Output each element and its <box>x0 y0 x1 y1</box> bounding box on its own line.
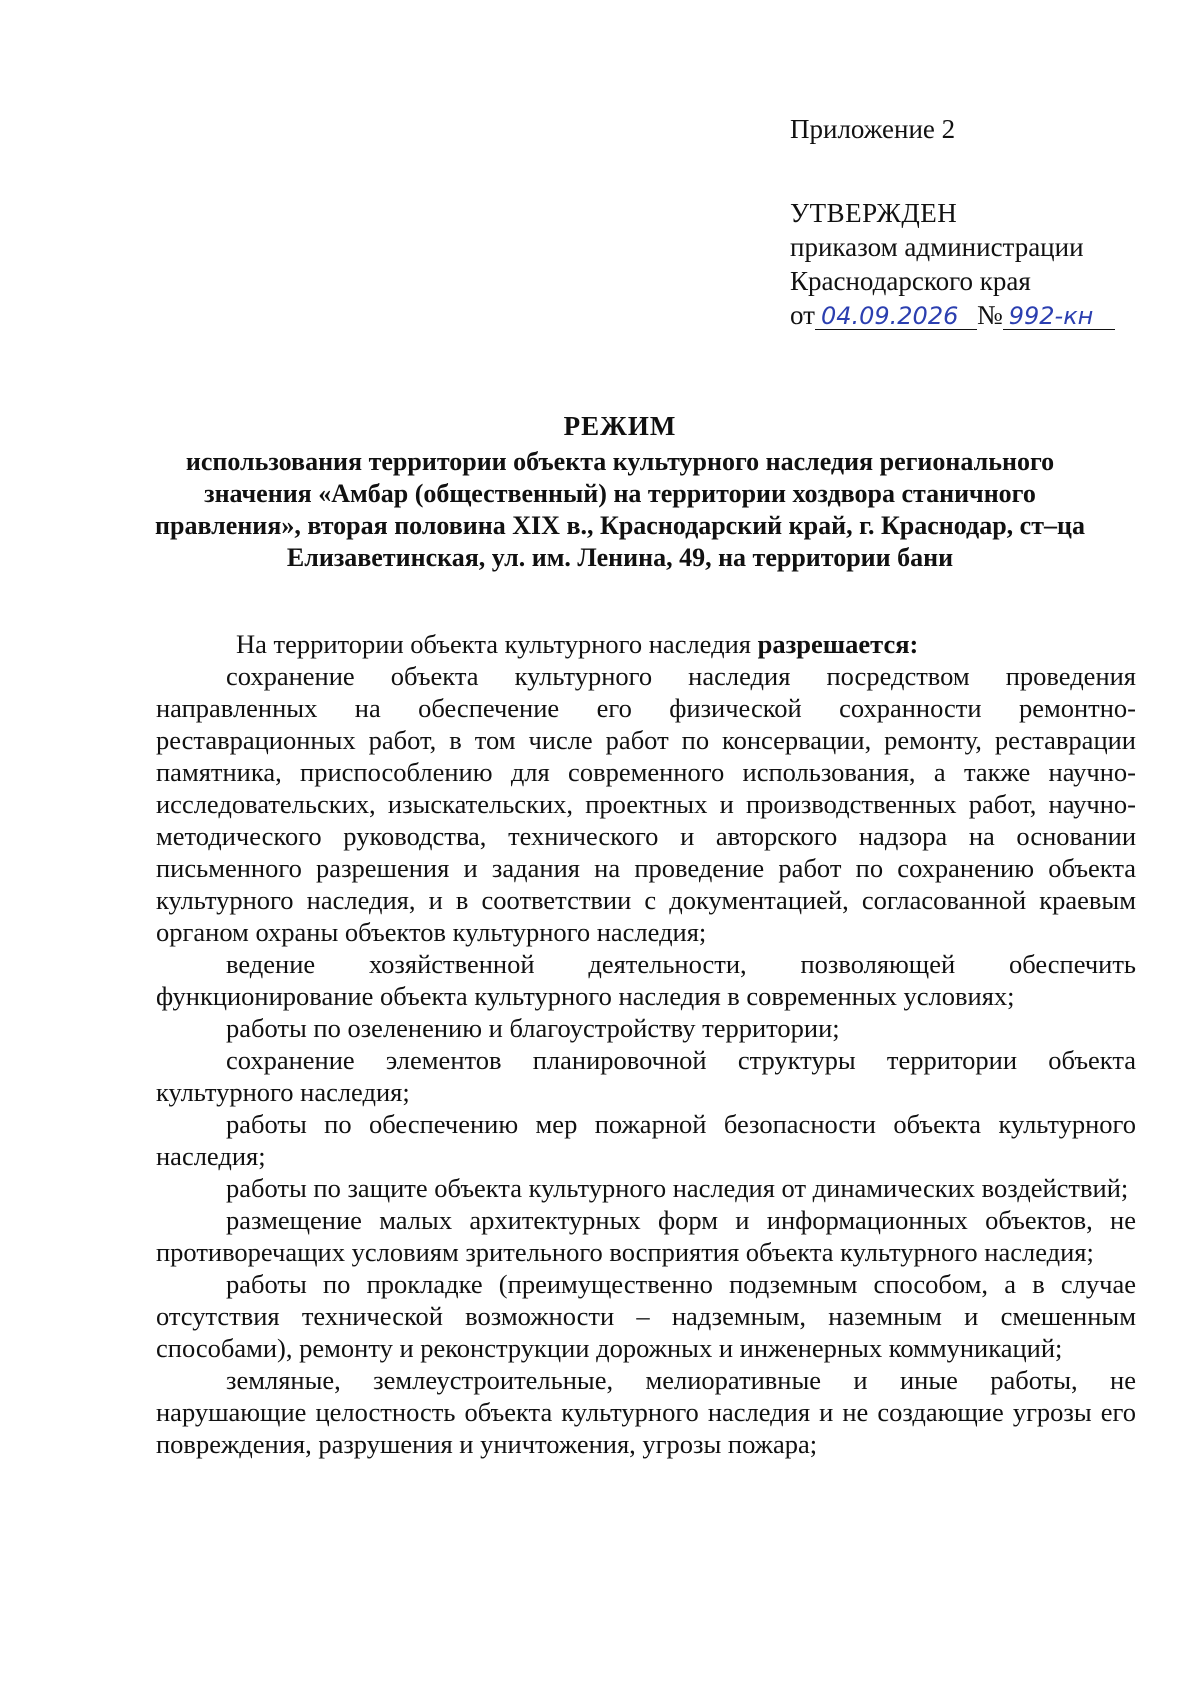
lead-paragraph <box>156 628 1136 660</box>
list-item: земляные, землеустроительные, мелиоративные и иные работы, не нарушающие целостность объекта культурного наследия и не создающие угрозы его повреждения, разрушения и уничтожения, угрозы пожара; <box>156 1365 1136 1459</box>
list-item: работы по прокладке (преимущественно подземным способом, а в случае отсутствия технической возможности – надземным, наземным и смешенным способами), ремонту и реконструкции дорожных и инженерных коммуникаций; <box>156 1269 1136 1363</box>
handwritten-number: 992-кн <box>1003 303 1115 330</box>
list-item: работы по озеленению и благоустройству территории; <box>226 1013 840 1043</box>
title-description: использования территории объекта культурного наследия регионального значения «Амбар (общественный) на территории хоздвора станичного правления», вторая половина XIX в., Краснодарский край, г. Краснодар, ст–ца Елизаветинская, ул. им. Ленина, 49, на территории бани <box>155 447 1085 572</box>
approved-label: УТВЕРЖДЕН <box>790 198 958 228</box>
date-prefix: от <box>790 300 815 330</box>
list-item: работы по защите объекта культурного наследия от динамических воздействий; <box>226 1173 1129 1203</box>
lead-text: На территории объекта культурного наследия <box>236 629 758 659</box>
approval-block <box>790 112 1170 332</box>
list-item: размещение малых архитектурных форм и информационных объектов, не противоречащих условиям зрительного восприятия объекта культурного наследия; <box>156 1205 1136 1267</box>
lead-bold: разрешается: <box>757 629 919 659</box>
document-title <box>150 410 1090 574</box>
region-line: Краснодарского края <box>790 266 1031 296</box>
document-body <box>156 628 1136 1460</box>
title-heading: РЕЖИМ <box>563 411 677 441</box>
number-prefix: № <box>976 300 1003 330</box>
list-item: сохранение объекта культурного наследия посредством проведения направленных на обеспечение его физической сохранности ремонтно-реставрационных работ, в том числе работ по консервации, ремонту, реставрации памятника, приспособлению для современного использования, а также научно-исследовательских, изыскательских, проектных и производственных работ, научно-методического руководства, технического и авторского надзора на основании письменного разрешения и задания на проведение работ по сохранению объекта культурного наследия, и в соответствии с документацией, согласованной краевым органом охраны объектов культурного наследия; <box>156 661 1136 947</box>
list-item: ведение хозяйственной деятельности, позволяющей обеспечить функционирование объекта культурного наследия в современных условиях; <box>156 949 1136 1011</box>
handwritten-date: 04.09.2026 <box>815 303 977 330</box>
appendix-label: Приложение 2 <box>790 114 956 144</box>
date-number-line <box>790 298 1170 332</box>
list-item: работы по обеспечению мер пожарной безопасности объекта культурного наследия; <box>156 1109 1136 1171</box>
list-item: сохранение элементов планировочной структуры территории объекта культурного наследия; <box>156 1045 1136 1107</box>
order-line: приказом администрации <box>790 232 1084 262</box>
